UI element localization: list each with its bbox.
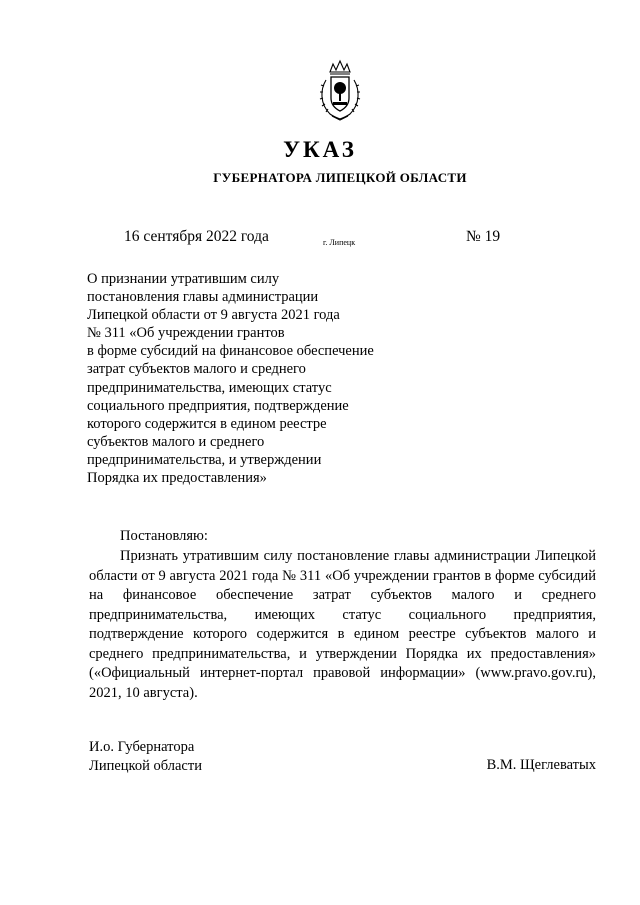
signer-name: В.М. Щеглеватых: [486, 757, 596, 773]
document-subtitle: ГУБЕРНАТОРА ЛИПЕЦКОЙ ОБЛАСТИ: [213, 170, 467, 185]
signer-title-line: Липецкой области: [89, 758, 202, 774]
subject-line: в форме субсидий на финансовое обеспечение: [87, 343, 374, 360]
document-subject: [87, 270, 407, 487]
decree-word: Постановляю:: [120, 528, 208, 544]
subject-line: затрат субъектов малого и среднего: [87, 361, 306, 378]
subject-line: субъектов малого и среднего: [87, 433, 265, 450]
subject-line: которого содержится в едином реестре: [87, 415, 327, 432]
subject-line: Липецкой области от 9 августа 2021 года: [87, 307, 340, 324]
subject-line: постановления главы администрации: [87, 289, 319, 306]
decree-body: Признать утратившим силу постановление главы администрации Липецкой области от 9 августа 2021 года № 311 «Об учреждении грантов в форме субсидий на финансовое обеспечение затрат субъектов малого и среднего предпринимательства, имеющих статус социального предприятия, подтверждение которого содержится в едином реестре субъектов малого и среднего предпринимательства, и утверждении Порядка их предоставления» («Официальный интернет-портал правовой информации» (www.pravo.gov.ru), 2021, 10 августа).: [89, 548, 596, 701]
document-title: УКАЗ: [283, 137, 357, 162]
subject-line: предпринимательства, имеющих статус: [87, 379, 332, 396]
document-date: 16 сентября 2022 года: [124, 228, 269, 245]
signer-title: [89, 738, 202, 776]
coat-of-arms-icon: [316, 58, 364, 122]
subject-line: О признании утратившим силу: [87, 271, 280, 287]
subject-line: предпринимательства, и утверждении: [87, 451, 322, 468]
document-number: № 19: [466, 228, 501, 245]
subject-line: № 311 «Об учреждении грантов: [87, 325, 285, 342]
document-city: г. Липецк: [323, 238, 356, 247]
signer-title-line: И.о. Губернатора: [89, 739, 195, 755]
subject-line: Порядка их предоставления»: [87, 470, 267, 487]
subject-line: социального предприятия, подтверждение: [87, 397, 349, 414]
